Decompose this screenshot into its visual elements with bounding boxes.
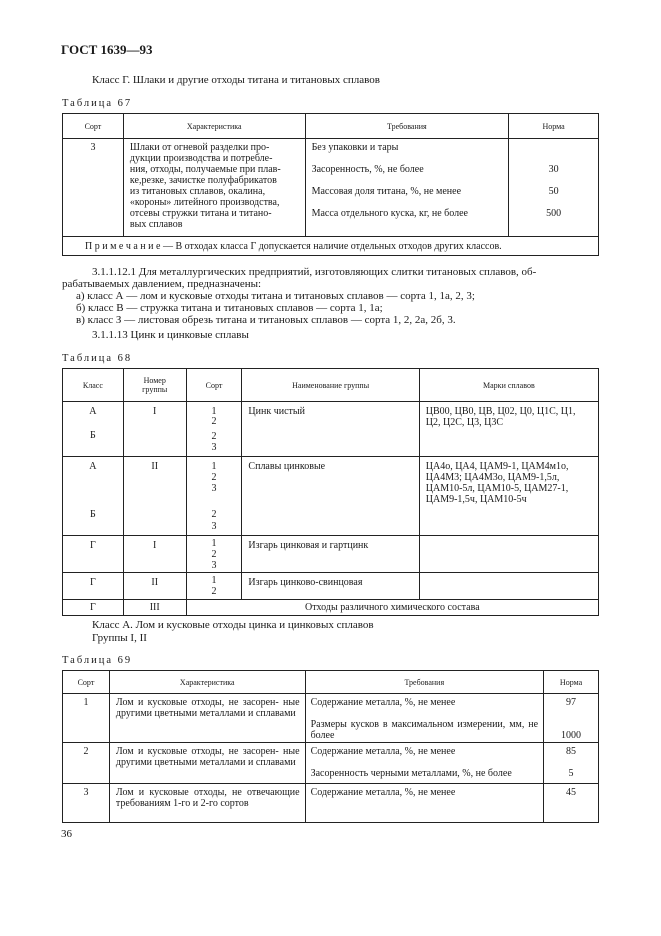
table-67-caption: Таблица 67 — [62, 98, 133, 109]
t68-row-3: Г I 1 2 3 Изгарь цинковая и гартцинк — [63, 536, 599, 573]
t68-header-sort: Сорт — [186, 369, 242, 402]
table-68-caption: Таблица 68 — [62, 353, 133, 364]
list-item-b: б) класс В — стружка титана и титановых сплавов — сорта 1, 1а; — [76, 302, 383, 314]
section-3-1-1-13: 3.1.1.13 Цинк и цинковые сплавы — [92, 329, 249, 341]
list-item-a: а) класс А — лом и кусковые отходы титана и титановых сплавов — сорта 1, 1а, 2, 3; — [76, 290, 475, 302]
t67-sort-cell: 3 — [63, 139, 124, 237]
t67-note-row — [63, 237, 599, 256]
t67-header-sort: Сорт — [63, 114, 124, 139]
document-header: ГОСТ 1639—93 — [61, 42, 153, 57]
t69-row-1: 1 Лом и кусковые отходы, не засорен- ные другими цветными металлами и сплавами Содержание металла, %, не менее Размеры кусков в максимальном измерении, мм, не более 97 1000 — [63, 694, 599, 743]
page-number: 36 — [61, 828, 72, 840]
table-68 — [62, 368, 599, 616]
t67-norm-cell: 30 50 500 — [509, 139, 599, 237]
t67-requirements-cell: Без упаковки и тары Засоренность, %, не более Массовая доля титана, %, не менее Масса отдельного куска, кг, не более — [305, 139, 509, 237]
t69-header-sort: Сорт — [63, 671, 110, 694]
t67-header-requirements: Требования — [305, 114, 509, 139]
t67-header-norm: Норма — [509, 114, 599, 139]
paragraph-3-1-1-12-1: 3.1.1.12.1 Для металлургических предприятий, изготовляющих слитки титановых сплавов, об- — [92, 266, 537, 278]
t68-header-group-name: Наименование группы — [242, 369, 419, 402]
list-item-v: в) класс З — листовая обрезь титана и титановых сплавов — сорта 1, 2, 2а, 2б, 3. — [76, 314, 456, 326]
t68-row-5: Г III Отходы различного химического состава — [63, 600, 599, 616]
t68-row-1: А Б I 1 2 2 3 Цинк чистый ЦВ00, ЦВ0, ЦВ, Ц02, Ц0, Ц1С, Ц1, Ц2, Ц2С, Ц3, Ц3С — [63, 402, 599, 457]
class-g-title: Класс Г. Шлаки и другие отходы титана и титановых сплавов — [92, 74, 380, 86]
t67-header-characteristic: Характеристика — [123, 114, 305, 139]
t69-header-requirements: Требования — [305, 671, 544, 694]
t67-note: П р и м е ч а н и е — В отходах класса Г допускается наличие отдельных отходов других классов. — [85, 241, 502, 252]
table-69 — [62, 670, 599, 823]
class-a-title: Класс А. Лом и кусковые отходы цинка и цинковых сплавов — [92, 619, 374, 631]
t68-header-group: Номер группы — [123, 369, 186, 402]
table-67 — [62, 113, 599, 256]
table-69-caption: Таблица 69 — [62, 655, 133, 666]
paragraph-3-1-1-12-1-cont: рабатываемых давлением, предназначены: — [62, 278, 262, 290]
t69-row-2: 2 Лом и кусковые отходы, не засорен- ные другими цветными металлами и сплавами Содержание металла, %, не менее Засоренность черными металлами, %, не более 85 5 — [63, 743, 599, 784]
t68-row-4: Г II 1 2 Изгарь цинково-свинцовая — [63, 573, 599, 600]
t69-header-norm: Норма — [544, 671, 599, 694]
t68-row-2: А Б II 1 2 3 2 3 Сплавы цинковые ЦА4о, ЦА4, ЦАМ9-1, ЦАМ4м1о, ЦА4М3; ЦА4М3о, ЦАМ9-1,5л, ЦАМ10-5л, ЦАМ10-5, ЦАМ27-1, ЦАМ9-1,5ч, ЦАМ10-5ч — [63, 457, 599, 536]
t68-header-marks: Марки сплавов — [419, 369, 598, 402]
t67-characteristic-cell: Шлаки от огневой разделки про- дукции производства и потребле- ния, отходы, получаемые при плав- ке,резке, зачистке полуфабрикатов из титановых сплавов, окалина, «короны» литейного производства, отсевы стружки титана и титано- вых сплавов — [123, 139, 305, 237]
groups-title: Группы I, II — [92, 632, 147, 644]
t68-header-class: Класс — [63, 369, 124, 402]
t69-row-3: 3 Лом и кусковые отходы, не отвечающие требованиям 1-го и 2-го сортов Содержание металла, %, не менее 45 — [63, 784, 599, 823]
t69-header-characteristic: Характеристика — [109, 671, 305, 694]
